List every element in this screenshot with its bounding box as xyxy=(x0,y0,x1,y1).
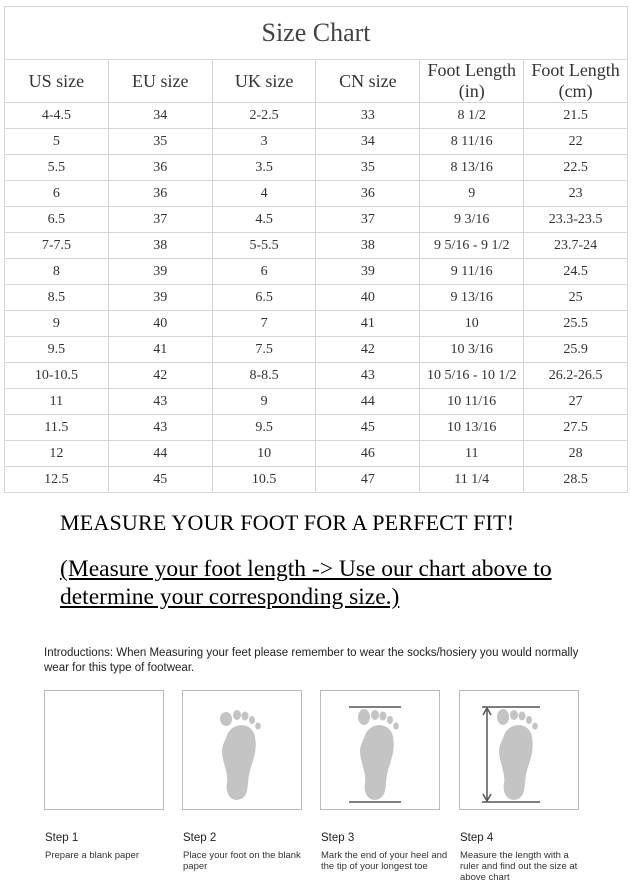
cell-us-size: 11.5 xyxy=(5,415,109,441)
size-chart-body xyxy=(5,103,628,493)
cell-cn-size: 37 xyxy=(316,207,420,233)
instructions-intro: Introductions: When Measuring your feet please remember to wear the socks/hosiery you would normally wear for this type of footwear. xyxy=(44,647,579,674)
cell-eu-size: 45 xyxy=(108,467,212,493)
step-4-title: Step 4 xyxy=(460,832,494,844)
cell-eu-size: 37 xyxy=(108,207,212,233)
step-4-image xyxy=(459,690,579,810)
footprint-ruler-icon xyxy=(460,691,578,809)
table-row xyxy=(5,233,628,259)
cell-foot-length-cm: 21.5 xyxy=(524,103,628,129)
cell-us-size: 8.5 xyxy=(5,285,109,311)
step-3-image xyxy=(320,690,440,810)
step-1-blank-paper xyxy=(44,690,164,810)
cell-eu-size: 39 xyxy=(108,259,212,285)
cell-foot-length-cm: 22.5 xyxy=(524,155,628,181)
cell-foot-length-in: 8 11/16 xyxy=(420,129,524,155)
cell-foot-length-in: 10 5/16 - 10 1/2 xyxy=(420,363,524,389)
cell-uk-size: 10 xyxy=(212,441,316,467)
cell-us-size: 9 xyxy=(5,311,109,337)
cell-cn-size: 45 xyxy=(316,415,420,441)
cell-us-size: 5 xyxy=(5,129,109,155)
table-row xyxy=(5,259,628,285)
cell-foot-length-cm: 27.5 xyxy=(524,415,628,441)
cell-eu-size: 40 xyxy=(108,311,212,337)
cell-uk-size: 6 xyxy=(212,259,316,285)
cell-foot-length-cm: 25.9 xyxy=(524,337,628,363)
cell-eu-size: 44 xyxy=(108,441,212,467)
cell-foot-length-cm: 23.3-23.5 xyxy=(524,207,628,233)
footprint-marked-icon xyxy=(321,691,439,809)
cell-foot-length-cm: 28.5 xyxy=(524,467,628,493)
step-3-description: Mark the end of your heel and the tip of your longest toe xyxy=(321,850,448,872)
cell-cn-size: 38 xyxy=(316,233,420,259)
cell-cn-size: 47 xyxy=(316,467,420,493)
table-row xyxy=(5,337,628,363)
cell-uk-size: 7.5 xyxy=(212,337,316,363)
cell-foot-length-in: 8 13/16 xyxy=(420,155,524,181)
step-3-title: Step 3 xyxy=(321,832,355,844)
cell-cn-size: 40 xyxy=(316,285,420,311)
cell-us-size: 5.5 xyxy=(5,155,109,181)
table-row xyxy=(5,285,628,311)
cell-foot-length-in: 10 11/16 xyxy=(420,389,524,415)
cell-foot-length-cm: 26.2-26.5 xyxy=(524,363,628,389)
cell-cn-size: 34 xyxy=(316,129,420,155)
cell-uk-size: 8-8.5 xyxy=(212,363,316,389)
cell-uk-size: 2-2.5 xyxy=(212,103,316,129)
cell-cn-size: 36 xyxy=(316,181,420,207)
cell-eu-size: 41 xyxy=(108,337,212,363)
cell-cn-size: 44 xyxy=(316,389,420,415)
table-row xyxy=(5,129,628,155)
cell-eu-size: 39 xyxy=(108,285,212,311)
cell-foot-length-cm: 27 xyxy=(524,389,628,415)
step-2-image xyxy=(182,690,302,810)
cell-foot-length-in: 9 xyxy=(420,181,524,207)
cell-foot-length-in: 9 3/16 xyxy=(420,207,524,233)
cell-cn-size: 42 xyxy=(316,337,420,363)
table-row xyxy=(5,415,628,441)
step-2-title: Step 2 xyxy=(183,832,217,844)
cell-us-size: 4-4.5 xyxy=(5,103,109,129)
cell-foot-length-cm: 28 xyxy=(524,441,628,467)
cell-eu-size: 34 xyxy=(108,103,212,129)
cell-us-size: 7-7.5 xyxy=(5,233,109,259)
step-4-description: Measure the length with a ruler and find out the size at above chart xyxy=(460,850,578,883)
step-1-title: Step 1 xyxy=(45,832,79,844)
cell-us-size: 10-10.5 xyxy=(5,363,109,389)
cell-foot-length-in: 11 1/4 xyxy=(420,467,524,493)
table-row xyxy=(5,363,628,389)
table-row xyxy=(5,389,628,415)
cell-uk-size: 5-5.5 xyxy=(212,233,316,259)
cell-foot-length-in: 8 1/2 xyxy=(420,103,524,129)
cell-uk-size: 4.5 xyxy=(212,207,316,233)
cell-foot-length-cm: 23 xyxy=(524,181,628,207)
cell-us-size: 6 xyxy=(5,181,109,207)
cell-eu-size: 36 xyxy=(108,181,212,207)
cell-foot-length-in: 9 13/16 xyxy=(420,285,524,311)
cell-uk-size: 9 xyxy=(212,389,316,415)
cell-uk-size: 7 xyxy=(212,311,316,337)
cell-foot-length-in: 10 3/16 xyxy=(420,337,524,363)
cell-eu-size: 38 xyxy=(108,233,212,259)
cell-uk-size: 3 xyxy=(212,129,316,155)
cell-foot-length-cm: 23.7-24 xyxy=(524,233,628,259)
cell-us-size: 8 xyxy=(5,259,109,285)
cell-foot-length-cm: 25 xyxy=(524,285,628,311)
table-row xyxy=(5,311,628,337)
cell-cn-size: 46 xyxy=(316,441,420,467)
step-1-description: Prepare a blank paper xyxy=(45,850,140,861)
cell-cn-size: 43 xyxy=(316,363,420,389)
cell-foot-length-in: 9 11/16 xyxy=(420,259,524,285)
cell-uk-size: 4 xyxy=(212,181,316,207)
header-uk-size: UK size xyxy=(212,60,316,103)
cell-us-size: 12.5 xyxy=(5,467,109,493)
cell-uk-size: 9.5 xyxy=(212,415,316,441)
cell-uk-size: 3.5 xyxy=(212,155,316,181)
cell-us-size: 11 xyxy=(5,389,109,415)
table-row xyxy=(5,103,628,129)
table-row xyxy=(5,441,628,467)
cell-uk-size: 10.5 xyxy=(212,467,316,493)
cell-foot-length-in: 11 xyxy=(420,441,524,467)
measure-subtext: (Measure your foot length -> Use our chart above to determine your corresponding size.) xyxy=(60,556,552,610)
cell-cn-size: 33 xyxy=(316,103,420,129)
cell-foot-length-in: 9 5/16 - 9 1/2 xyxy=(420,233,524,259)
header-cn-size: CN size xyxy=(316,60,420,103)
cell-foot-length-in: 10 13/16 xyxy=(420,415,524,441)
cell-us-size: 9.5 xyxy=(5,337,109,363)
table-row xyxy=(5,467,628,493)
step-2-description: Place your foot on the blank paper xyxy=(183,850,301,872)
cell-foot-length-cm: 25.5 xyxy=(524,311,628,337)
cell-eu-size: 43 xyxy=(108,415,212,441)
cell-foot-length-cm: 22 xyxy=(524,129,628,155)
cell-cn-size: 41 xyxy=(316,311,420,337)
cell-foot-length-in: 10 xyxy=(420,311,524,337)
cell-eu-size: 43 xyxy=(108,389,212,415)
cell-us-size: 12 xyxy=(5,441,109,467)
size-chart-title: Size Chart xyxy=(5,7,628,60)
table-row xyxy=(5,155,628,181)
cell-cn-size: 39 xyxy=(316,259,420,285)
size-chart-header-row xyxy=(5,60,628,103)
footprint-icon xyxy=(183,691,301,809)
cell-eu-size: 42 xyxy=(108,363,212,389)
cell-foot-length-cm: 24.5 xyxy=(524,259,628,285)
size-chart-table xyxy=(4,6,628,493)
header-foot-length-in: Foot Length (in) xyxy=(420,60,524,103)
header-us-size: US size xyxy=(5,60,109,103)
header-foot-length-cm: Foot Length (cm) xyxy=(524,60,628,103)
table-row xyxy=(5,181,628,207)
cell-cn-size: 35 xyxy=(316,155,420,181)
cell-uk-size: 6.5 xyxy=(212,285,316,311)
cell-eu-size: 35 xyxy=(108,129,212,155)
header-eu-size: EU size xyxy=(108,60,212,103)
cell-us-size: 6.5 xyxy=(5,207,109,233)
table-row xyxy=(5,207,628,233)
cell-eu-size: 36 xyxy=(108,155,212,181)
measure-heading: MEASURE YOUR FOOT FOR A PERFECT FIT! xyxy=(60,510,515,535)
